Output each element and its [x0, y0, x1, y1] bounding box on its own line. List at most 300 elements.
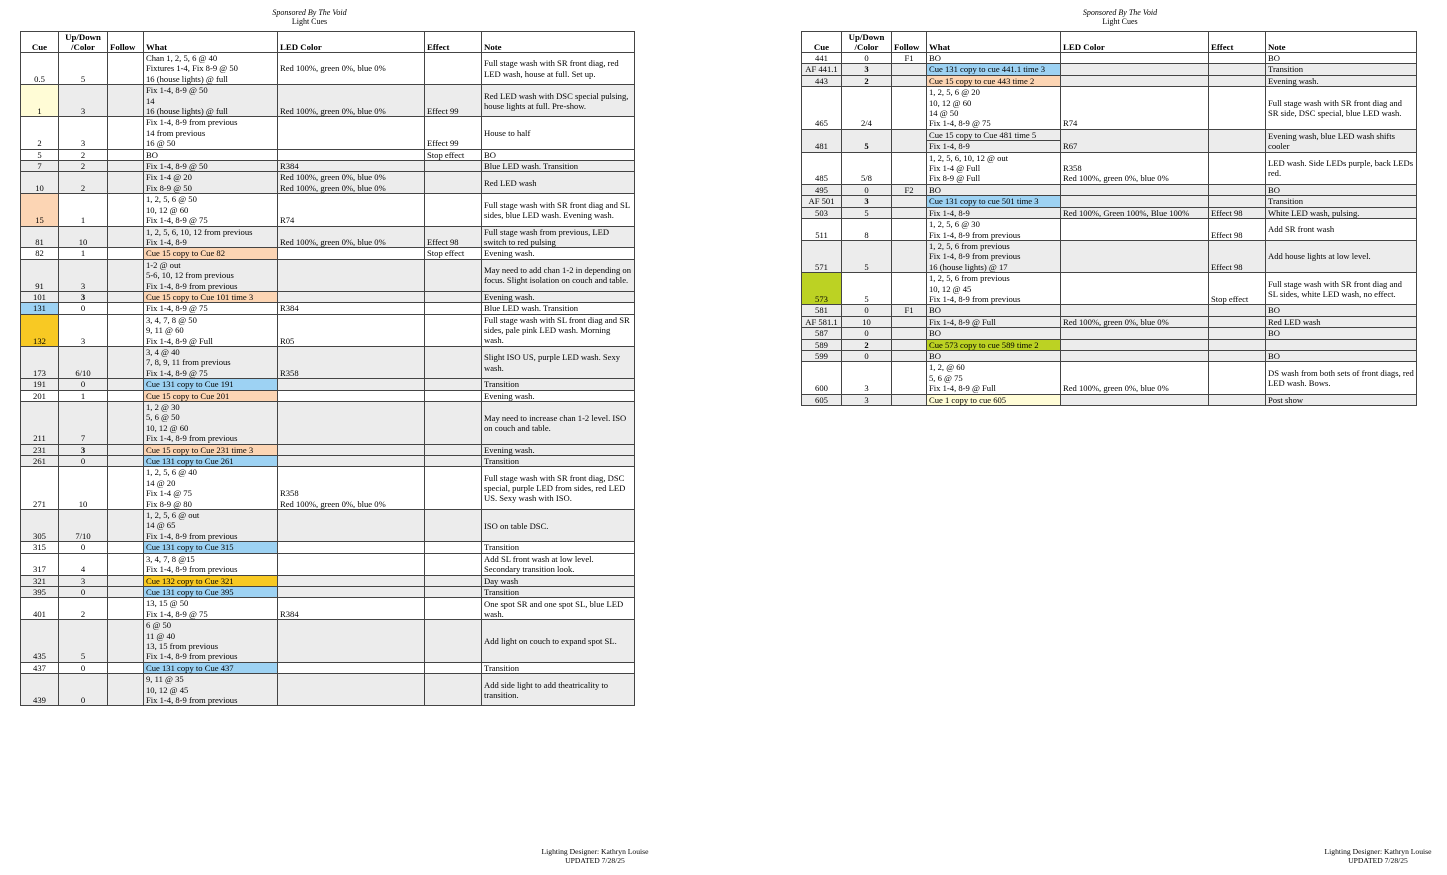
effect-cell — [1209, 328, 1266, 339]
what-cell — [144, 346, 278, 378]
effect-cell — [425, 553, 482, 575]
what-line: Cue 132 copy to Cue 321 — [146, 575, 234, 586]
note-cell: Slight ISO US, purple LED wash. Sexy wash. — [482, 346, 635, 378]
cue-number: 7 — [21, 161, 59, 172]
what-line: 16 (house lights) @ full — [146, 73, 228, 84]
updown-time: 2/4 — [842, 87, 892, 130]
table-row — [21, 85, 635, 117]
table-row — [802, 75, 1417, 86]
what-cell — [144, 172, 278, 194]
what-line: Fix 1-4 @ 20 — [146, 172, 192, 183]
effect-cell — [425, 194, 482, 226]
col-led: LED Color — [278, 32, 425, 53]
what-cell — [927, 394, 1061, 405]
what-line: 14 — [146, 95, 155, 106]
led-color-cell — [278, 674, 425, 706]
effect-cell: Effect 98 — [1209, 219, 1266, 241]
led-color-line: Red 100%, green 0%, blue 0% — [280, 498, 386, 509]
updown-time: 0 — [59, 542, 108, 553]
cue-number: 201 — [21, 390, 59, 401]
updown-time: 6/10 — [59, 346, 108, 378]
follow-value — [108, 379, 144, 390]
led-color-cell — [278, 620, 425, 663]
effect-cell — [425, 662, 482, 673]
cue-number: 271 — [21, 467, 59, 510]
what-line: Cue 131 copy to Cue 395 — [146, 586, 234, 597]
led-color-cell — [1061, 75, 1209, 86]
table-row — [802, 273, 1417, 305]
table-row — [21, 575, 635, 586]
cue-number: 481 — [802, 129, 842, 152]
led-color-cell — [1061, 87, 1209, 130]
led-color-line — [1063, 53, 1206, 63]
effect-cell — [1209, 87, 1266, 130]
follow-value — [892, 152, 927, 184]
effect-cell — [1209, 196, 1266, 207]
follow-value — [108, 586, 144, 597]
follow-value: F2 — [892, 184, 927, 195]
what-line: Cue 1 copy to cue 605 — [929, 394, 1007, 405]
note-cell: May need to add chan 1-2 in depending on focus. Slight isolation on couch and table. — [482, 259, 635, 291]
table-row — [21, 248, 635, 259]
cue-number: 511 — [802, 219, 842, 241]
follow-value — [892, 75, 927, 86]
updown-time: 0 — [59, 674, 108, 706]
table-row — [21, 456, 635, 467]
follow-value — [892, 394, 927, 405]
follow-value — [108, 53, 144, 85]
what-line: Fix 1-4, 8-9 — [929, 141, 970, 152]
table-row — [21, 194, 635, 226]
what-line: Cue 131 copy to Cue 315 — [146, 542, 234, 553]
what-cell — [927, 240, 1061, 272]
table-row — [21, 620, 635, 663]
what-cell — [927, 316, 1061, 327]
led-color-cell — [1061, 350, 1209, 361]
led-color-cell — [1061, 316, 1209, 327]
follow-value — [892, 64, 927, 75]
col-follow: Follow — [108, 32, 144, 53]
follow-value — [892, 350, 927, 361]
led-color-cell — [1061, 394, 1209, 405]
what-line: Fix 1-4, 8-9 @ 50 — [146, 161, 208, 172]
led-color-line — [280, 587, 422, 597]
updown-time: 0 — [59, 303, 108, 314]
what-line: 1, 2, 5, 6 @ 30 — [929, 219, 980, 230]
effect-cell — [425, 379, 482, 390]
updown-time: 7 — [59, 402, 108, 445]
note-cell: White LED wash, pulsing. — [1266, 207, 1417, 218]
table-row — [21, 510, 635, 542]
updown-time: 3 — [59, 314, 108, 346]
follow-value — [892, 273, 927, 305]
what-cell — [144, 53, 278, 85]
note-cell: Transition — [482, 456, 635, 467]
what-cell — [144, 586, 278, 597]
cue-table — [20, 31, 635, 706]
effect-cell — [425, 674, 482, 706]
what-line: 14 @ 65 — [146, 520, 176, 531]
what-line: BO — [929, 184, 941, 195]
what-line: 14 from previous — [146, 127, 206, 138]
what-cell — [927, 87, 1061, 130]
what-line: 11 @ 40 — [146, 630, 176, 641]
col-updown: Up/Down /Color — [842, 32, 892, 53]
updown-time: 5 — [842, 207, 892, 218]
what-cell — [144, 248, 278, 259]
what-line: Cue 15 copy to Cue 231 time 3 — [146, 444, 254, 455]
cue-number: 439 — [21, 674, 59, 706]
led-color-line — [280, 663, 422, 673]
what-cell — [927, 305, 1061, 316]
follow-value — [108, 620, 144, 663]
led-color-line — [1063, 351, 1206, 361]
table-row — [21, 149, 635, 160]
cue-number: 2 — [21, 117, 59, 149]
follow-value — [108, 85, 144, 117]
cue-number: 599 — [802, 350, 842, 361]
led-color-line: Red 100%, green 0%, blue 0% — [280, 106, 386, 117]
follow-value — [108, 662, 144, 673]
what-line: Fix 1-4, 8-9 from previous — [929, 229, 1021, 240]
table-row — [21, 402, 635, 445]
cue-number: 0.5 — [21, 53, 59, 85]
led-color-line: Red 100%, Green 100%, Blue 100% — [1063, 207, 1190, 218]
note-cell: DS wash from both sets of front diags, red LED wash. Bows. — [1266, 362, 1417, 394]
what-line: Cue 131 copy to cue 501 time 3 — [929, 196, 1039, 207]
updown-time: 4 — [59, 553, 108, 575]
cue-number: 443 — [802, 75, 842, 86]
led-color-cell — [278, 117, 425, 149]
updown-time: 0 — [59, 586, 108, 597]
led-color-cell — [278, 390, 425, 401]
what-cell — [144, 314, 278, 346]
what-cell — [144, 662, 278, 673]
page-right — [723, 0, 1447, 875]
cue-number: 321 — [21, 575, 59, 586]
follow-value — [108, 402, 144, 445]
effect-cell: Effect 98 — [1209, 240, 1266, 272]
cue-number: AF 441.1 — [802, 64, 842, 75]
updown-time: 5 — [842, 273, 892, 305]
follow-value — [108, 194, 144, 226]
what-line: Fix 1-4, 8-9 from previous — [146, 564, 238, 575]
what-line: 10, 12 @ 45 — [146, 684, 189, 695]
col-follow: Follow — [892, 32, 927, 53]
what-line: 7, 8, 9, 11 from previous — [146, 357, 231, 368]
updown-time: 5 — [59, 620, 108, 663]
updown-time: 10 — [842, 316, 892, 327]
led-color-cell — [278, 248, 425, 259]
designer-credit: Lighting Designer: Kathryn Louise — [1324, 847, 1432, 856]
updown-time: 3 — [842, 196, 892, 207]
updown-time: 5 — [842, 240, 892, 272]
what-line: Fix 1-4, 8-9 from previous — [929, 293, 1021, 304]
effect-cell — [1209, 350, 1266, 361]
note-cell: Red LED wash with DSC special pulsing, house lights at full. Pre-show. — [482, 85, 635, 117]
follow-value — [892, 207, 927, 218]
led-color-cell — [278, 553, 425, 575]
what-line: Fix 1-4, 8-9 from previous — [146, 694, 238, 705]
what-cell — [927, 53, 1061, 64]
led-color-line: R384 — [280, 161, 299, 172]
updown-time: 2 — [59, 149, 108, 160]
what-line: 5, 6 @ 75 — [929, 372, 963, 383]
what-line: 6 @ 50 — [146, 620, 172, 631]
updown-time: 3 — [842, 362, 892, 394]
what-line: Cue 131 copy to Cue 437 — [146, 662, 234, 673]
note-cell: Full stage wash with SR front diag, red LED wash, house at full. Set up. — [482, 53, 635, 85]
what-line: Fix 1-4, 8-9 — [146, 236, 187, 247]
cue-number: 435 — [21, 620, 59, 663]
led-color-line — [280, 445, 422, 455]
note-cell: Full stage wash with SR front diag and SL sides, white LED wash, no effect. — [1266, 273, 1417, 305]
led-color-line: Red 100%, green 0%, blue 0% — [280, 236, 386, 247]
updown-time: 10 — [59, 467, 108, 510]
led-color-line: R384 — [280, 608, 299, 619]
col-updown: Up/Down /Color — [59, 32, 108, 53]
what-line: Cue 15 copy to cue 443 time 2 — [929, 75, 1035, 86]
what-line: Cue 15 copy to Cue 481 time 5 — [927, 130, 1060, 141]
what-line: Fix 1-4, 8-9 @ 75 — [146, 608, 208, 619]
led-color-line: Red 100%, green 0%, blue 0% — [280, 182, 386, 193]
updown-time: 2 — [842, 339, 892, 350]
what-cell — [144, 542, 278, 553]
table-row — [21, 346, 635, 378]
what-line: Cue 131 copy to cue 441.1 time 3 — [929, 64, 1045, 75]
what-line: Fix 1-4, 8-9 from previous — [929, 251, 1021, 262]
led-color-cell — [278, 314, 425, 346]
effect-cell: Effect 99 — [425, 117, 482, 149]
cue-number: 587 — [802, 328, 842, 339]
led-color-line: R67 — [1063, 141, 1078, 152]
cue-number: AF 501 — [802, 196, 842, 207]
updown-time: 1 — [59, 194, 108, 226]
what-line: Fix 1-4, 8-9 @ Full — [929, 383, 996, 394]
effect-cell — [1209, 362, 1266, 394]
col-cue: Cue — [802, 32, 842, 53]
updown-time: 2 — [59, 598, 108, 620]
col-note: Note — [482, 32, 635, 53]
led-color-line — [1063, 305, 1206, 315]
updown-time: 7/10 — [59, 510, 108, 542]
what-line: 1, 2, 5, 6, 10, 12 @ out — [929, 152, 1009, 163]
follow-value — [108, 542, 144, 553]
what-line: 1, 2, 5, 6 @ 40 — [146, 467, 197, 478]
what-line: 16 (house lights) @ 17 — [929, 261, 1008, 272]
what-cell — [144, 456, 278, 467]
note-cell: BO — [1266, 328, 1417, 339]
follow-value — [892, 339, 927, 350]
led-color-cell — [1061, 64, 1209, 75]
led-color-cell — [278, 598, 425, 620]
table-row — [21, 542, 635, 553]
what-line: 3, 4, 7, 8 @15 — [146, 553, 195, 564]
updown-time: 0 — [842, 53, 892, 64]
what-cell — [927, 184, 1061, 195]
col-what: What — [144, 32, 278, 53]
what-line: Fix 1-4, 8-9 @ 75 — [146, 215, 208, 226]
follow-value — [108, 575, 144, 586]
effect-cell — [425, 314, 482, 346]
effect-cell — [425, 390, 482, 401]
cue-number: 81 — [21, 226, 59, 248]
led-color-line — [280, 391, 422, 401]
note-cell: Add house lights at low level. — [1266, 240, 1417, 272]
note-cell: House to half — [482, 117, 635, 149]
table-row — [802, 152, 1417, 184]
follow-value: F1 — [892, 53, 927, 64]
what-cell — [144, 390, 278, 401]
led-color-cell — [278, 379, 425, 390]
what-line: Fix 1-4 @ Full — [929, 163, 981, 174]
effect-cell — [1209, 316, 1266, 327]
cue-number: 1 — [21, 85, 59, 117]
table-row — [802, 316, 1417, 327]
led-color-line — [280, 138, 422, 148]
what-cell — [144, 620, 278, 663]
effect-cell: Stop effect — [425, 149, 482, 160]
follow-value — [892, 316, 927, 327]
cue-number: 317 — [21, 553, 59, 575]
led-color-cell — [278, 226, 425, 248]
what-line: Fix 1-4, 8-9 @ Full — [146, 335, 213, 346]
what-cell — [144, 194, 278, 226]
updown-time: 1 — [59, 248, 108, 259]
what-cell — [927, 339, 1061, 350]
note-cell: Full stage wash with SR front diag and SR side, DSC special, blue LED wash. — [1266, 87, 1417, 130]
follow-value — [108, 303, 144, 314]
led-color-line: Red 100%, green 0%, blue 0% — [1063, 316, 1169, 327]
note-cell: Evening wash, blue LED wash shifts cooler — [1266, 129, 1417, 152]
led-color-cell — [278, 346, 425, 378]
what-line: Fix 8-9 @ Full — [929, 173, 981, 184]
what-cell — [144, 674, 278, 706]
led-color-line — [1063, 395, 1206, 405]
follow-value — [108, 390, 144, 401]
note-cell: Evening wash. — [482, 390, 635, 401]
what-cell — [927, 219, 1061, 241]
led-color-line — [280, 248, 422, 258]
follow-value — [108, 117, 144, 149]
table-row — [802, 53, 1417, 64]
cue-number: 395 — [21, 586, 59, 597]
led-color-cell — [1061, 305, 1209, 316]
cue-number: 15 — [21, 194, 59, 226]
updown-time: 3 — [59, 444, 108, 455]
col-note: Note — [1266, 32, 1417, 53]
table-row — [21, 172, 635, 194]
what-line: 10, 12 @ 60 — [929, 97, 972, 108]
table-row — [802, 328, 1417, 339]
led-color-line: R384 — [280, 303, 299, 314]
led-color-cell — [278, 85, 425, 117]
note-cell: Red LED wash — [482, 172, 635, 194]
what-cell — [927, 207, 1061, 218]
effect-cell — [1209, 129, 1266, 152]
what-cell — [927, 350, 1061, 361]
table-row — [802, 339, 1417, 350]
what-line: BO — [929, 350, 941, 361]
what-line: 10, 12 @ 45 — [929, 283, 972, 294]
updown-time: 5 — [842, 129, 892, 152]
designer-credit: Lighting Designer: Kathryn Louise — [541, 847, 649, 856]
effect-cell: Effect 98 — [425, 226, 482, 248]
follow-value — [108, 553, 144, 575]
updown-time: 0 — [59, 662, 108, 673]
led-color-cell — [278, 542, 425, 553]
what-line: Fix 1-4, 8-9 @ 75 — [146, 367, 208, 378]
what-line: 16 (house lights) @ full — [146, 106, 228, 117]
note-cell: Transition — [482, 542, 635, 553]
what-line: 9, 11 @ 35 — [146, 674, 184, 685]
table-row — [802, 87, 1417, 130]
updown-time: 3 — [59, 575, 108, 586]
led-color-line — [280, 292, 422, 302]
note-cell: Full stage wash with SR front diag and SL sides, blue LED wash. Evening wash. — [482, 194, 635, 226]
led-color-line — [280, 651, 422, 661]
cue-number: 315 — [21, 542, 59, 553]
follow-value — [108, 444, 144, 455]
table-row — [802, 240, 1417, 272]
table-row — [802, 129, 1417, 152]
col-effect: Effect — [425, 32, 482, 53]
note-cell: Transition — [1266, 196, 1417, 207]
led-color-line — [280, 379, 422, 389]
led-color-cell — [278, 161, 425, 172]
follow-value — [108, 598, 144, 620]
col-what: What — [927, 32, 1061, 53]
what-line: Fix 1-4, 8-9 from previous — [146, 117, 238, 128]
effect-cell: Effect 98 — [1209, 207, 1266, 218]
effect-cell — [425, 444, 482, 455]
effect-cell — [425, 161, 482, 172]
led-color-cell — [1061, 207, 1209, 218]
updown-time: 0 — [842, 184, 892, 195]
effect-cell: Stop effect — [425, 248, 482, 259]
follow-value — [108, 248, 144, 259]
effect-cell: Stop effect — [1209, 273, 1266, 305]
led-color-line — [1063, 262, 1206, 272]
cue-rows — [802, 53, 1417, 406]
led-color-line: Red 100%, green 0%, blue 0% — [280, 172, 386, 183]
what-line: BO — [929, 328, 941, 339]
what-cell — [144, 85, 278, 117]
effect-cell — [425, 510, 482, 542]
follow-value — [108, 456, 144, 467]
led-color-line: R74 — [1063, 118, 1078, 129]
col-led: LED Color — [1061, 32, 1209, 53]
led-color-line — [1063, 185, 1206, 195]
what-cell — [144, 259, 278, 291]
table-row — [21, 259, 635, 291]
follow-value — [108, 291, 144, 302]
cue-number: 91 — [21, 259, 59, 291]
what-cell — [144, 149, 278, 160]
led-color-line — [1063, 340, 1206, 350]
table-row — [21, 553, 635, 575]
note-cell: Transition — [482, 662, 635, 673]
what-line: Cue 15 copy to Cue 201 — [146, 390, 230, 401]
led-color-cell — [1061, 129, 1209, 152]
cue-number: 581 — [802, 305, 842, 316]
updown-time: 3 — [59, 85, 108, 117]
note-cell: Blue LED wash. Transition — [482, 303, 635, 314]
note-cell: Evening wash. — [482, 291, 635, 302]
table-row — [21, 314, 635, 346]
what-cell — [144, 303, 278, 314]
page-left — [0, 0, 723, 875]
